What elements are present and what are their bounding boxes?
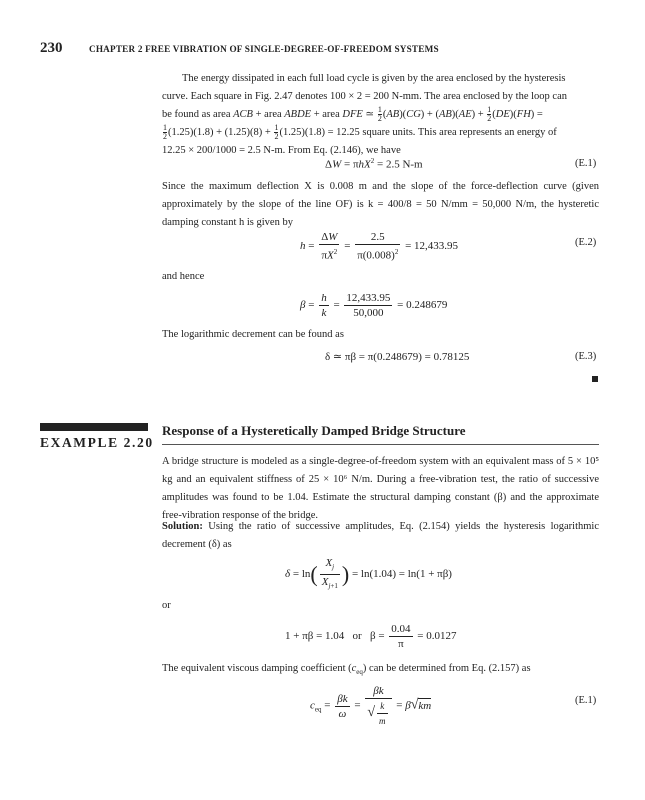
- eq-label-e1: (E.1): [575, 158, 597, 169]
- para1-line1: The energy dissipated in each full load cycle is given by the area enclosed by the hysteresis: [182, 73, 566, 84]
- ln-equation: δ = ln( $\frac{X_j}{X_{j+1}}$ ) = ln(1.04) = ln(1 + πβ): [285, 557, 452, 591]
- energy-paragraph: [162, 70, 599, 160]
- ceq-equation: $c_{eq}$ = $\frac{\beta k}{\omega}$ = βk √ $\frac{k}{m}$ = β√km: [310, 685, 432, 726]
- log-decrement-text: The logarithmic decrement can be found as: [162, 329, 344, 340]
- para1-line5: 12.25 × 200/1000 = 2.5 N-m. From Eq. (2.146), we have: [162, 145, 401, 156]
- example-label: EXAMPLE 2.20: [40, 435, 154, 450]
- and-hence-text: and hence: [162, 271, 205, 282]
- delta-equation: δ ≃ πβ = π(0.248679) = 0.78125: [325, 351, 470, 363]
- running-head: CHAPTER 2 FREE VIBRATION OF SINGLE-DEGREE-OF-FREEDOM SYSTEMS: [89, 44, 439, 54]
- page-number: 230: [40, 40, 63, 56]
- h-equation: h = $\frac{\Delta W}{\pi X^2}$ = $\frac{2.5}{\pi(0.008)^2}$ = 12,433.95: [300, 231, 459, 262]
- ceq-text: The equivalent viscous damping coefficient $(c_{eq})$ can be determined from Eq. (2.157) as: [162, 663, 531, 677]
- or-text: or: [162, 600, 171, 611]
- example-problem: A bridge structure is modeled as a single-degree-of-freedom system with an equivalent mass of 5 × 10⁵ kg and an equivalent stiffness of 25 × 10⁶ N/m. During a free-vibration test, the ratio of successive amplitudes was found to be 1.04. Estimate the structural damping constant (β) and the approximate free-vibration response of the bridge.: [162, 456, 599, 521]
- beta-solution-equation: 1 + πβ = 1.04 or β = $\frac{0.04}{\pi}$ = 0.0127: [285, 623, 457, 650]
- energy-equation: ΔW = πhX$^2$ = 2.5 N-m: [325, 157, 423, 171]
- para1-line4: $\frac{1}{2}$ (1.25)(1.8) + (1.25)(8) + $\frac{1}{2}$ (1.25)(1.8) = 12.25 square units. This area represents an energy of: [163, 123, 557, 142]
- example-rule: [162, 444, 599, 445]
- damping-paragraph: Since the maximum deflection X is 0.008 m and the slope of the force-deflection curve (given approximately by the slope of the line OF) is k = 400/8 = 50 N/mm = 50,000 N/m, the hysteretic damping constant h is given by: [162, 181, 599, 228]
- example-bar: [40, 423, 148, 431]
- example-title: Response of a Hysteretically Damped Bridge Structure: [162, 423, 466, 438]
- eq-label-ceq: (E.1): [575, 695, 597, 706]
- eq-label-e2: (E.2): [575, 237, 597, 248]
- eq-label-e3: (E.3): [575, 351, 597, 362]
- solution-paragraph: Solution: Using the ratio of successive amplitudes, Eq. (2.154) yields the hysteresis logarithmic decrement (δ) as: [162, 521, 599, 550]
- end-of-proof-mark: [592, 376, 598, 382]
- beta-equation: β = $\frac{h}{k}$ = $\frac{12,433.95}{50,000}$ = 0.248679: [300, 292, 448, 319]
- para1-line3: be found as area ACB + area ABDE + area DFE ≃ $\frac{1}{2}$ (AB)(CG) + (AB)(AE) + $\frac{1}{2}$ (DE)(FH) =: [162, 105, 543, 124]
- para1-line2: curve. Each square in Fig. 2.47 denotes 100 × 2 = 200 N-mm. The area enclosed by the loop can: [162, 91, 567, 102]
